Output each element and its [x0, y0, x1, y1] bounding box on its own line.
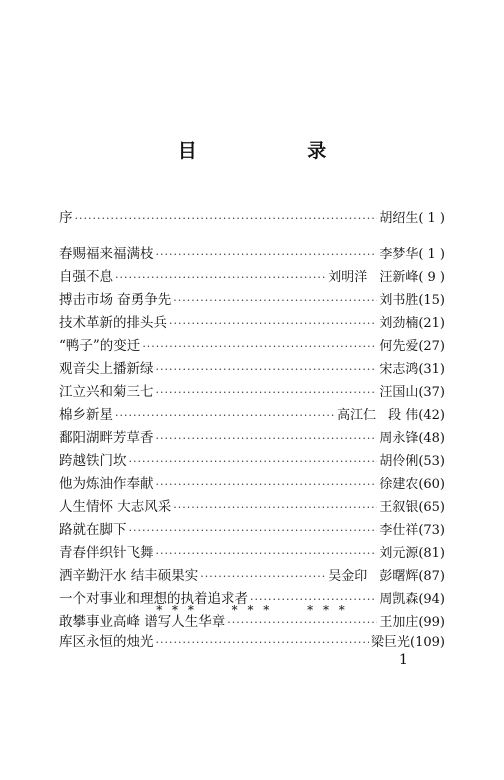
- toc-entry-title: 洒辛勤汗水 结丰硕果实: [59, 568, 199, 584]
- toc-entry-title: 鄱阳湖畔芳草香: [59, 430, 154, 446]
- toc-entry-title: 棉乡新星: [59, 407, 113, 423]
- toc-entry-author-page: 王叙银(65): [379, 500, 445, 515]
- toc-entry-author-page: 何先爱(27): [379, 339, 445, 354]
- toc-leader-dots: [173, 501, 377, 514]
- toc-entry-author-page: 宋志鸿(31): [379, 362, 445, 377]
- contents-heading: 目 录: [177, 140, 379, 162]
- toc-entry: [59, 265, 445, 283]
- toc-entry: [59, 472, 445, 490]
- toc-entry-author-page: 汪国山(37): [379, 385, 445, 400]
- toc-entry: [59, 541, 445, 559]
- toc-entry-title: 技术革新的排头兵: [59, 315, 167, 331]
- toc-leader-dots: [227, 616, 377, 629]
- toc-entry: [59, 334, 445, 352]
- toc-leader-dots: [156, 478, 378, 491]
- toc-entry-author-page: 王加庄(99): [379, 615, 445, 630]
- toc-leader-dots: [156, 547, 378, 560]
- toc-entry-title: 春赐福来福满枝: [59, 246, 154, 262]
- toc-leader-dots: [200, 570, 326, 583]
- toc-leader-dots: [75, 212, 378, 225]
- toc-entry: [59, 357, 445, 375]
- toc-entry-coauthor: 高江仁: [337, 408, 377, 423]
- toc-leader-dots: [156, 432, 378, 445]
- page-number: 1: [399, 652, 408, 668]
- toc-entry-author-page: 李梦华( 1 ): [379, 247, 445, 262]
- toc-leader-dots: [129, 455, 378, 468]
- toc-entry-author-page: 刘劲楠(21): [379, 316, 445, 331]
- toc-entry-title: 序: [59, 210, 73, 226]
- toc-leader-dots: [173, 294, 377, 307]
- toc-leader-dots: [156, 248, 378, 261]
- toc-entry: [59, 242, 445, 260]
- toc-entry-title: 青春伴织针飞舞: [59, 545, 154, 561]
- toc-entry-coauthor: 吴金印: [328, 569, 368, 584]
- toc-leader-dots: [129, 524, 378, 537]
- toc-entry: [59, 564, 445, 582]
- toc-entry: [59, 449, 445, 467]
- toc-entry-author-page: 周凯森(94): [379, 592, 445, 607]
- toc-entry: [59, 311, 445, 329]
- toc-entry: [59, 403, 445, 421]
- toc-leader-dots: [142, 340, 377, 353]
- toc-entry: [59, 495, 445, 513]
- toc-entry-author-page: 彭曙辉(87): [379, 569, 445, 584]
- separator-mark: * * *: [307, 603, 348, 617]
- toc-entry-author-page: 段 伟(42): [388, 408, 445, 423]
- toc-entry: [59, 630, 445, 648]
- toc-entry-coauthor: 刘明洋: [328, 270, 368, 285]
- toc-entry: [59, 426, 445, 444]
- section-separator: [0, 603, 504, 617]
- toc-entry-author-page: 胡绍生( 1 ): [379, 211, 445, 226]
- toc-entry-title: 自强不息: [59, 269, 113, 285]
- toc-entry-author-page: 周永锋(48): [379, 431, 445, 446]
- toc-leader-dots: [156, 386, 378, 399]
- toc-entry: [59, 380, 445, 398]
- toc-entry: [59, 518, 445, 536]
- toc-entry-title: “鸭子”的变迁: [59, 338, 141, 354]
- toc-entry: [59, 288, 445, 306]
- toc-entry-author-page: 胡伶俐(53): [379, 454, 445, 469]
- separator-mark: * * *: [156, 603, 197, 617]
- toc-entry-title: 搏击市场 奋勇争先: [59, 292, 172, 308]
- toc-entry-author-page: 刘书胜(15): [379, 293, 445, 308]
- toc-entry-author-page: 李仕祥(73): [379, 523, 445, 538]
- toc-entry: [59, 206, 445, 224]
- toc-entry-title: 人生情怀 大志风采: [59, 499, 172, 515]
- toc-leader-dots: [115, 271, 326, 284]
- toc-entry-title: 江立兴和菊三七: [59, 384, 154, 400]
- toc-entry-author-page: 梁巨光(109): [371, 635, 445, 650]
- toc-leader-dots: [115, 409, 335, 422]
- toc-entry-title: 一个对事业和理想的执着追求者: [59, 591, 248, 607]
- toc-entry-author-page: 汪新峰( 9 ): [379, 270, 445, 285]
- toc-entry-title: 库区永恒的烛光: [59, 634, 154, 650]
- separator-mark: * * *: [231, 603, 273, 617]
- toc-entry-title: 路就在脚下: [59, 522, 127, 538]
- toc-entry-author-page: 徐建农(60): [379, 477, 445, 492]
- toc-entry-title: 观音尖上播新绿: [59, 361, 154, 377]
- toc-leader-dots: [169, 317, 377, 330]
- toc-entry-title: 他为炼油作奉献: [59, 476, 154, 492]
- toc-leader-dots: [156, 363, 378, 376]
- toc-entry-title: 敢攀事业高峰 谱写人生华章: [59, 614, 226, 630]
- toc-entry-author-page: 刘元源(81): [379, 546, 445, 561]
- toc-leader-dots: [156, 636, 370, 649]
- toc-entry-title: 跨越铁门坎: [59, 453, 127, 469]
